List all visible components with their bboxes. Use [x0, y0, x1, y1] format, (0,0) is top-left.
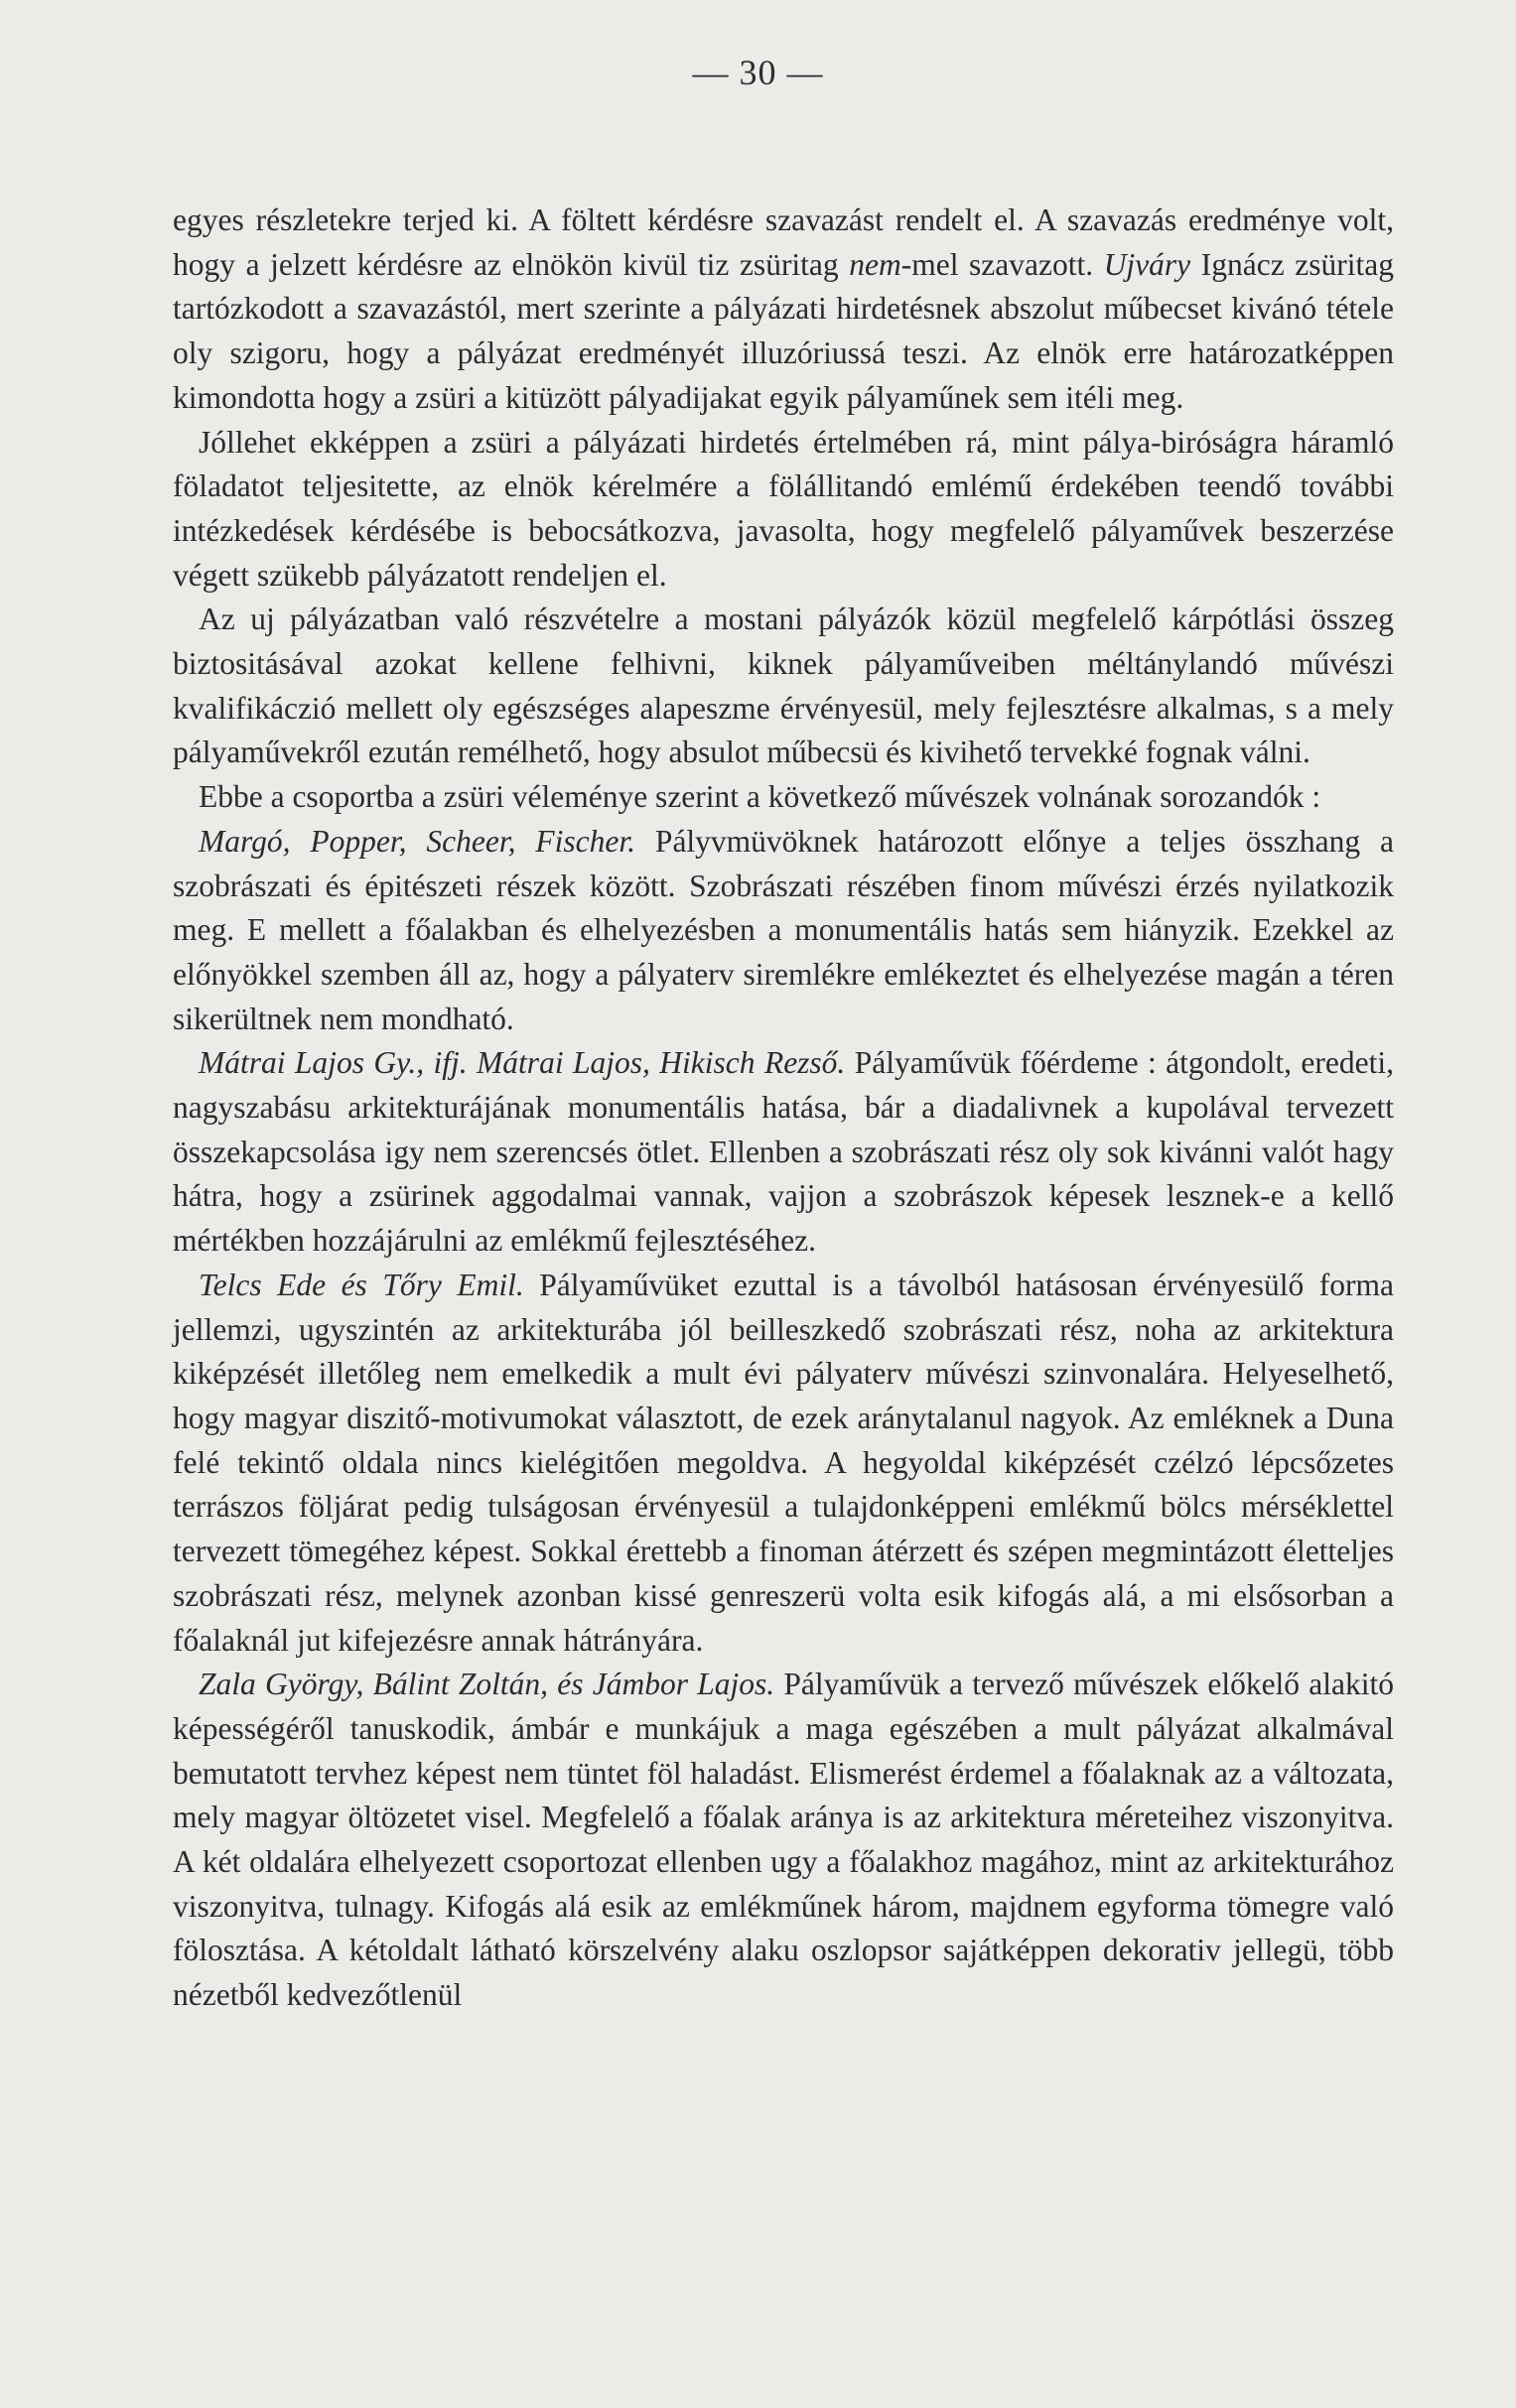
paragraph-text: Pályaművük főérdeme : átgondolt, eredeti, nagyszabásu arkitekturájának monumentális hatása, bár a diadalivnek a kupolával tervezett összekapcsolása igy nem szerencsés ötlet. Ellenben a szobrászati rész oly sok kivánni valót hagy hátra, hogy a zsürinek aggodalmai vannak, vajjon a szobrászok képesek lesznek-e a kellő mértékben hozzájárulni az emlékmű fejlesztéséhez.	[173, 1045, 1394, 1259]
italic-text: Margó, Popper, Scheer, Fischer.	[199, 823, 636, 859]
paragraph	[173, 775, 1394, 820]
paragraph-text: Ignácz zsüritag tartózkodott a szavazástól, mert szerinte a pályázati hirdetésnek abszolut műbecset kivánó tétele oly szigoru, hogy a pályázat eredményét illuzóriussá teszi. Az elnök erre határozatképpen kimondotta hogy a zsüri a kitüzött pályadijakat egyik pályaműnek sem itéli meg.	[173, 246, 1394, 415]
paragraph	[173, 820, 1394, 1042]
paragraph-text: Az uj pályázatban való részvételre a mostani pályázók közül megfelelő kárpótlási összeg biztositásával azokat kellene felhivni, kiknek pályaműveiben méltánylandó művészi kvalifikáczió mellett oly egészséges alapeszme érvényesül, mely fejlesztésre alkalmas, s a mely pályaművekről ezután remélhető, hogy absulot műbecsü és kivihető tervekké fognak válni.	[173, 602, 1394, 770]
paragraph-text: Ebbe a csoportba a zsüri véleménye szerint a következő művészek volnának sorozandók :	[199, 779, 1321, 815]
italic-text: Ujváry	[1103, 246, 1191, 282]
body-text	[173, 199, 1394, 2018]
paragraph-text: -mel szavazott.	[900, 246, 1104, 282]
paragraph-text: Pályaművüket ezuttal is a távolból hatásosan érvényesülő forma jellemzi, ugyszintén az arkitekturába jól beilleszkedő szobrászati rész, noha az arkitektura kiképzését illetőleg nem emelkedik a mult évi pályaterv művészi szinvonalára. Helyeselhető, hogy magyar diszitő-motivumokat választott, de ezek aránytalanul nagyok. Az emléknek a Duna felé tekintő oldala nincs kielégitően megoldva. A hegyoldal kiképzését czélzó lépcsőzetes terrászos följárat pedig tulságosan érvényesül a tulajdonképpeni emlékmű bölcs mérséklettel tervezett tömegéhez képest. Sokkal érettebb a finoman átérzett és szépen megmintázott életteljes szobrászati rész, melynek azonban kissé genreszerü volta esik kifogás alá, a mi elsősorban a főalaknál jut kifejezésre annak hátrányára.	[173, 1267, 1394, 1658]
paragraph	[173, 1264, 1394, 1663]
paragraph-text: Jóllehet ekképpen a zsüri a pályázati hirdetés értelmében rá, mint pálya-biróságra háramló föladatot teljesitette, az elnök kérelmére a fölállitandó emlémű érdekében teendő további intézkedések kérdésébe is bebocsátkozva, javasolta, hogy megfelelő pályaművek beszerzése végett szükebb pályázatott rendeljen el.	[173, 424, 1394, 593]
paragraph	[173, 421, 1394, 599]
paragraph	[173, 199, 1394, 421]
italic-text: Zala György, Bálint Zoltán, és Jámbor Lajos.	[199, 1667, 775, 1702]
paragraph	[173, 1041, 1394, 1264]
italic-text: Mátrai Lajos Gy., ifj. Mátrai Lajos, Hikisch Rezső.	[199, 1045, 846, 1081]
paragraph-text: egyes részletekre terjed ki. A föltett kérdésre szavazást rendelt el. A szavazás eredménye volt, hogy a jelzett kérdésre az elnökön kivül tiz zsüritag	[173, 202, 1394, 282]
italic-text: Telcs Ede és Tőry Emil.	[199, 1267, 524, 1302]
paragraph-text: Pályvmüvöknek határozott előnye a teljes összhang a szobrászati és épitészeti részek között. Szobrászati részében finom művészi érzés nyilatkozik meg. E mellett a főalakban és elhelyezésben a monumentális hatás sem hiányzik. Ezekkel az előnyökkel szemben áll az, hogy a pályaterv siremlékre emlékeztet és elhelyezése magán a téren sikerültnek nem mondható.	[173, 823, 1394, 1036]
paragraph	[173, 1663, 1394, 2018]
paragraph-text: Pályaművük a tervező művészek előkelő alakitó képességéről tanuskodik, ámbár e munkájuk a maga egészében a mult pályázat alkalmával bemutatott tervhez képest nem tüntet föl haladást. Elismerést érdemel a főalaknak az a változata, mely magyar öltözetet visel. Megfelelő a főalak aránya is az arkitektura méreteihez viszonyitva. A két oldalára elhelyezett csoportozat ellenben ugy a főalakhoz magához, mint az arkitekturához viszonyitva, tulnagy. Kifogás alá esik az emlékműnek három, majdnem egyforma tömegre való fölosztása. A kétoldalt látható körszelvény alaku oszlopsor sajátképpen dekorativ jellegü, több nézetből kedvezőtlenül	[173, 1667, 1394, 2013]
paragraph	[173, 598, 1394, 775]
italic-text: nem	[849, 246, 901, 282]
page-number: — 30 —	[692, 53, 824, 92]
